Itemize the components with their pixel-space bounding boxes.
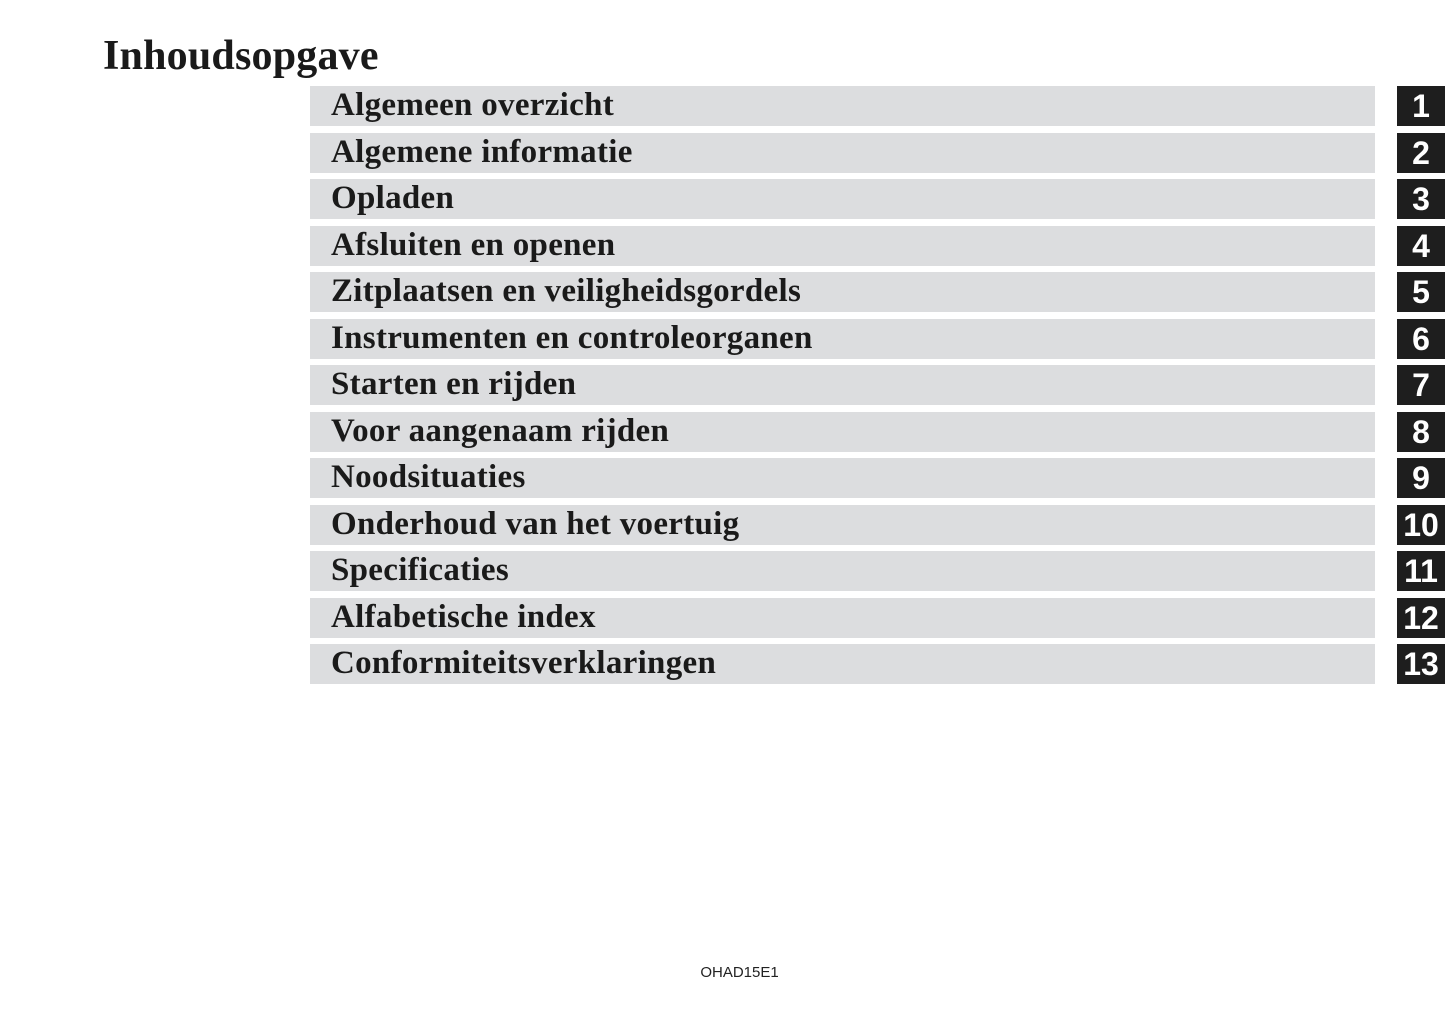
toc-label[interactable]: Noodsituaties (331, 459, 526, 495)
toc-label[interactable]: Alfabetische index (331, 598, 596, 635)
toc-label[interactable]: Algemeen overzicht (331, 87, 615, 123)
chapter-tab[interactable]: 9 (1397, 458, 1445, 498)
toc-bar[interactable] (310, 272, 1375, 312)
toc-item-2[interactable] (0, 133, 1445, 173)
toc-bar[interactable] (310, 86, 1375, 126)
toc-bar[interactable] (310, 133, 1375, 173)
chapter-tab[interactable]: 1 (1397, 86, 1445, 126)
toc-item-13[interactable] (0, 644, 1445, 684)
toc-bar[interactable] (310, 458, 1375, 498)
toc-label[interactable]: Conformiteitsverklaringen (331, 645, 717, 681)
toc-bar[interactable] (310, 179, 1375, 219)
chapter-tab[interactable]: 6 (1397, 319, 1445, 359)
toc-bar[interactable] (310, 551, 1375, 591)
chapter-tab[interactable]: 7 (1397, 365, 1445, 405)
toc-item-5[interactable] (0, 272, 1445, 312)
chapter-tab[interactable]: 13 (1397, 644, 1445, 684)
toc-item-10[interactable] (0, 505, 1445, 545)
toc-item-8[interactable] (0, 412, 1445, 452)
toc-bar[interactable] (310, 505, 1375, 545)
toc-label[interactable]: Opladen (331, 180, 455, 216)
toc-item-12[interactable] (0, 598, 1445, 638)
toc-item-1[interactable] (0, 86, 1445, 126)
table-of-contents (0, 86, 1445, 691)
toc-bar[interactable] (310, 226, 1375, 266)
toc-item-3[interactable] (0, 179, 1445, 219)
toc-label[interactable]: Instrumenten en controleorganen (331, 319, 813, 356)
chapter-tab[interactable]: 3 (1397, 179, 1445, 219)
toc-label[interactable]: Voor aangenaam rijden (331, 412, 670, 449)
toc-label[interactable]: Specificaties (331, 552, 510, 588)
toc-bar[interactable] (310, 412, 1375, 452)
toc-label[interactable]: Zitplaatsen en veiligheidsgordels (331, 273, 802, 309)
toc-bar[interactable] (310, 644, 1375, 684)
toc-label[interactable]: Starten en rijden (331, 366, 577, 402)
chapter-tab[interactable]: 4 (1397, 226, 1445, 266)
document-code: OHAD15E1 (700, 964, 779, 981)
chapter-tab[interactable]: 10 (1397, 505, 1445, 545)
toc-bar[interactable] (310, 598, 1375, 638)
toc-item-7[interactable] (0, 365, 1445, 405)
page-title: Inhoudsopgave (103, 33, 379, 79)
chapter-tab[interactable]: 11 (1397, 551, 1445, 591)
toc-label[interactable]: Algemene informatie (331, 133, 633, 170)
toc-label[interactable]: Onderhoud van het voertuig (331, 505, 740, 542)
chapter-tab[interactable]: 12 (1397, 598, 1445, 638)
toc-item-9[interactable] (0, 458, 1445, 498)
toc-item-4[interactable] (0, 226, 1445, 266)
chapter-tab[interactable]: 8 (1397, 412, 1445, 452)
chapter-tab[interactable]: 2 (1397, 133, 1445, 173)
toc-item-11[interactable] (0, 551, 1445, 591)
chapter-tab[interactable]: 5 (1397, 272, 1445, 312)
toc-label[interactable]: Afsluiten en openen (331, 226, 616, 263)
toc-bar[interactable] (310, 319, 1375, 359)
toc-item-6[interactable] (0, 319, 1445, 359)
toc-bar[interactable] (310, 365, 1375, 405)
